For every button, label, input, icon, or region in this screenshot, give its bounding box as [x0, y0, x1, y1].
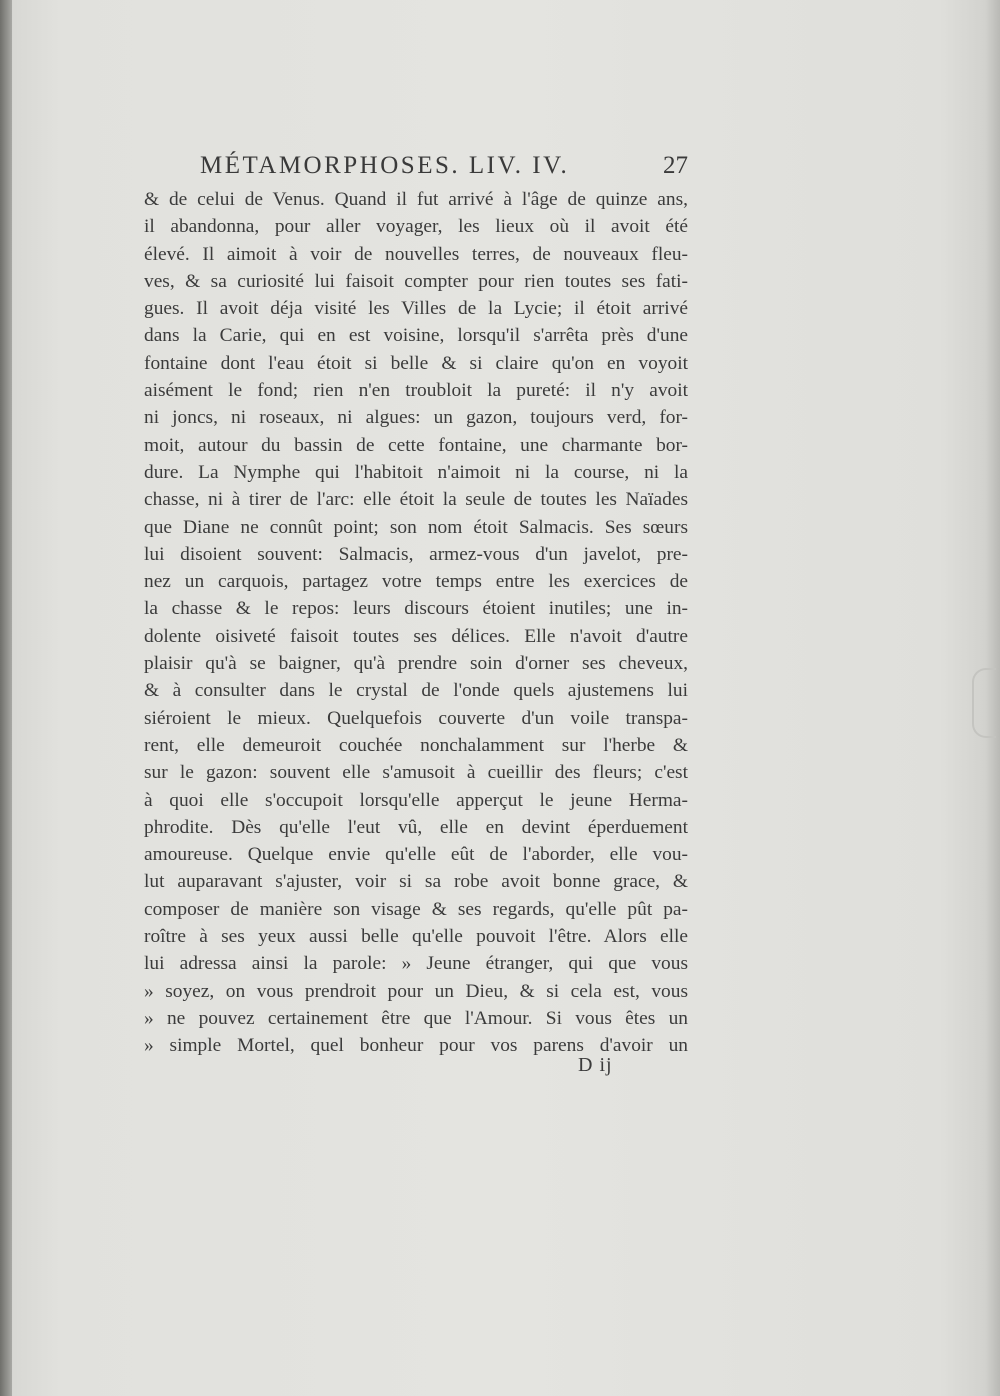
text-line: plaisir qu'à se baigner, qu'à prendre soin d'orner ses cheveux,: [144, 653, 688, 675]
text-line: lut auparavant s'ajuster, voir si sa robe avoit bonne grace, &: [144, 871, 688, 893]
text-line: dure. La Nymphe qui l'habitoit n'aimoit ni la course, ni la: [144, 461, 688, 483]
page-gutter: [0, 0, 12, 1396]
text-line: à quoi elle s'occupoit lorsqu'elle apperçut le jeune Herma-: [144, 789, 688, 811]
signature-mark: D ij: [578, 1054, 613, 1076]
body-text: [144, 186, 688, 1060]
text-line: élevé. Il aimoit à voir de nouvelles terres, de nouveaux fleu-: [144, 243, 688, 265]
text-line: siéroient le mieux. Quelquefois couverte d'un voile transpa-: [144, 707, 688, 729]
running-head: MÉTAMORPHOSES. LIV. IV.: [200, 152, 570, 179]
page-header: [200, 152, 688, 188]
text-line: aisément le fond; rien n'en troubloit la pureté: il n'y avoit: [144, 380, 688, 402]
text-line: » ne pouvez certainement être que l'Amour. Si vous êtes un: [144, 1007, 688, 1029]
text-line: fontaine dont l'eau étoit si belle & si claire qu'on en voyoit: [144, 352, 688, 374]
text-line: » simple Mortel, quel bonheur pour vos parens d'avoir un: [144, 1035, 688, 1057]
text-line: amoureuse. Quelque envie qu'elle eût de l'aborder, elle vou-: [144, 844, 688, 866]
text-line: que Diane ne connût point; son nom étoit Salmacis. Ses sœurs: [144, 516, 688, 538]
text-line: dolente oisiveté faisoit toutes ses délices. Elle n'avoit d'autre: [144, 625, 688, 647]
page-edge-mark: [972, 668, 996, 738]
text-line: & de celui de Venus. Quand il fut arrivé à l'âge de quinze ans,: [144, 189, 688, 210]
text-line: moit, autour du bassin de cette fontaine, une charmante bor-: [144, 434, 688, 456]
text-line: rent, elle demeuroit couchée nonchalamment sur l'herbe &: [144, 734, 688, 756]
text-line: ves, & sa curiosité lui faisoit compter pour rien toutes ses fati-: [144, 270, 688, 292]
text-line: sur le gazon: souvent elle s'amusoit à cueillir des fleurs; c'est: [144, 762, 688, 784]
text-line: chasse, ni à tirer de l'arc: elle étoit la seule de toutes les Naïades: [144, 489, 688, 511]
text-line: » soyez, on vous prendroit pour un Dieu, & si cela est, vous: [144, 980, 688, 1002]
text-line: gues. Il avoit déja visité les Villes de la Lycie; il étoit arrivé: [144, 298, 688, 320]
text-line: dans la Carie, qui en est voisine, lorsqu'il s'arrêta près d'une: [144, 325, 688, 347]
text-line: roître à ses yeux aussi belle qu'elle pouvoit l'être. Alors elle: [144, 926, 688, 948]
page-number: 27: [663, 152, 688, 179]
text-line: il abandonna, pour aller voyager, les lieux où il avoit été: [144, 216, 688, 238]
text-line: ni joncs, ni roseaux, ni algues: un gazon, toujours verd, for-: [144, 407, 688, 429]
text-line: lui disoient souvent: Salmacis, armez-vous d'un javelot, pre-: [144, 543, 688, 565]
text-line: composer de manière son visage & ses regards, qu'elle pût pa-: [144, 898, 688, 920]
text-line: la chasse & le repos: leurs discours étoient inutiles; une in-: [144, 598, 688, 620]
text-line: lui adressa ainsi la parole: » Jeune étranger, qui que vous: [144, 953, 688, 975]
text-line: phrodite. Dès qu'elle l'eut vû, elle en devint éperduement: [144, 816, 688, 838]
text-line: & à consulter dans le crystal de l'onde quels ajustemens lui: [144, 680, 688, 702]
text-line: nez un carquois, partagez votre temps entre les exercices de: [144, 571, 688, 593]
